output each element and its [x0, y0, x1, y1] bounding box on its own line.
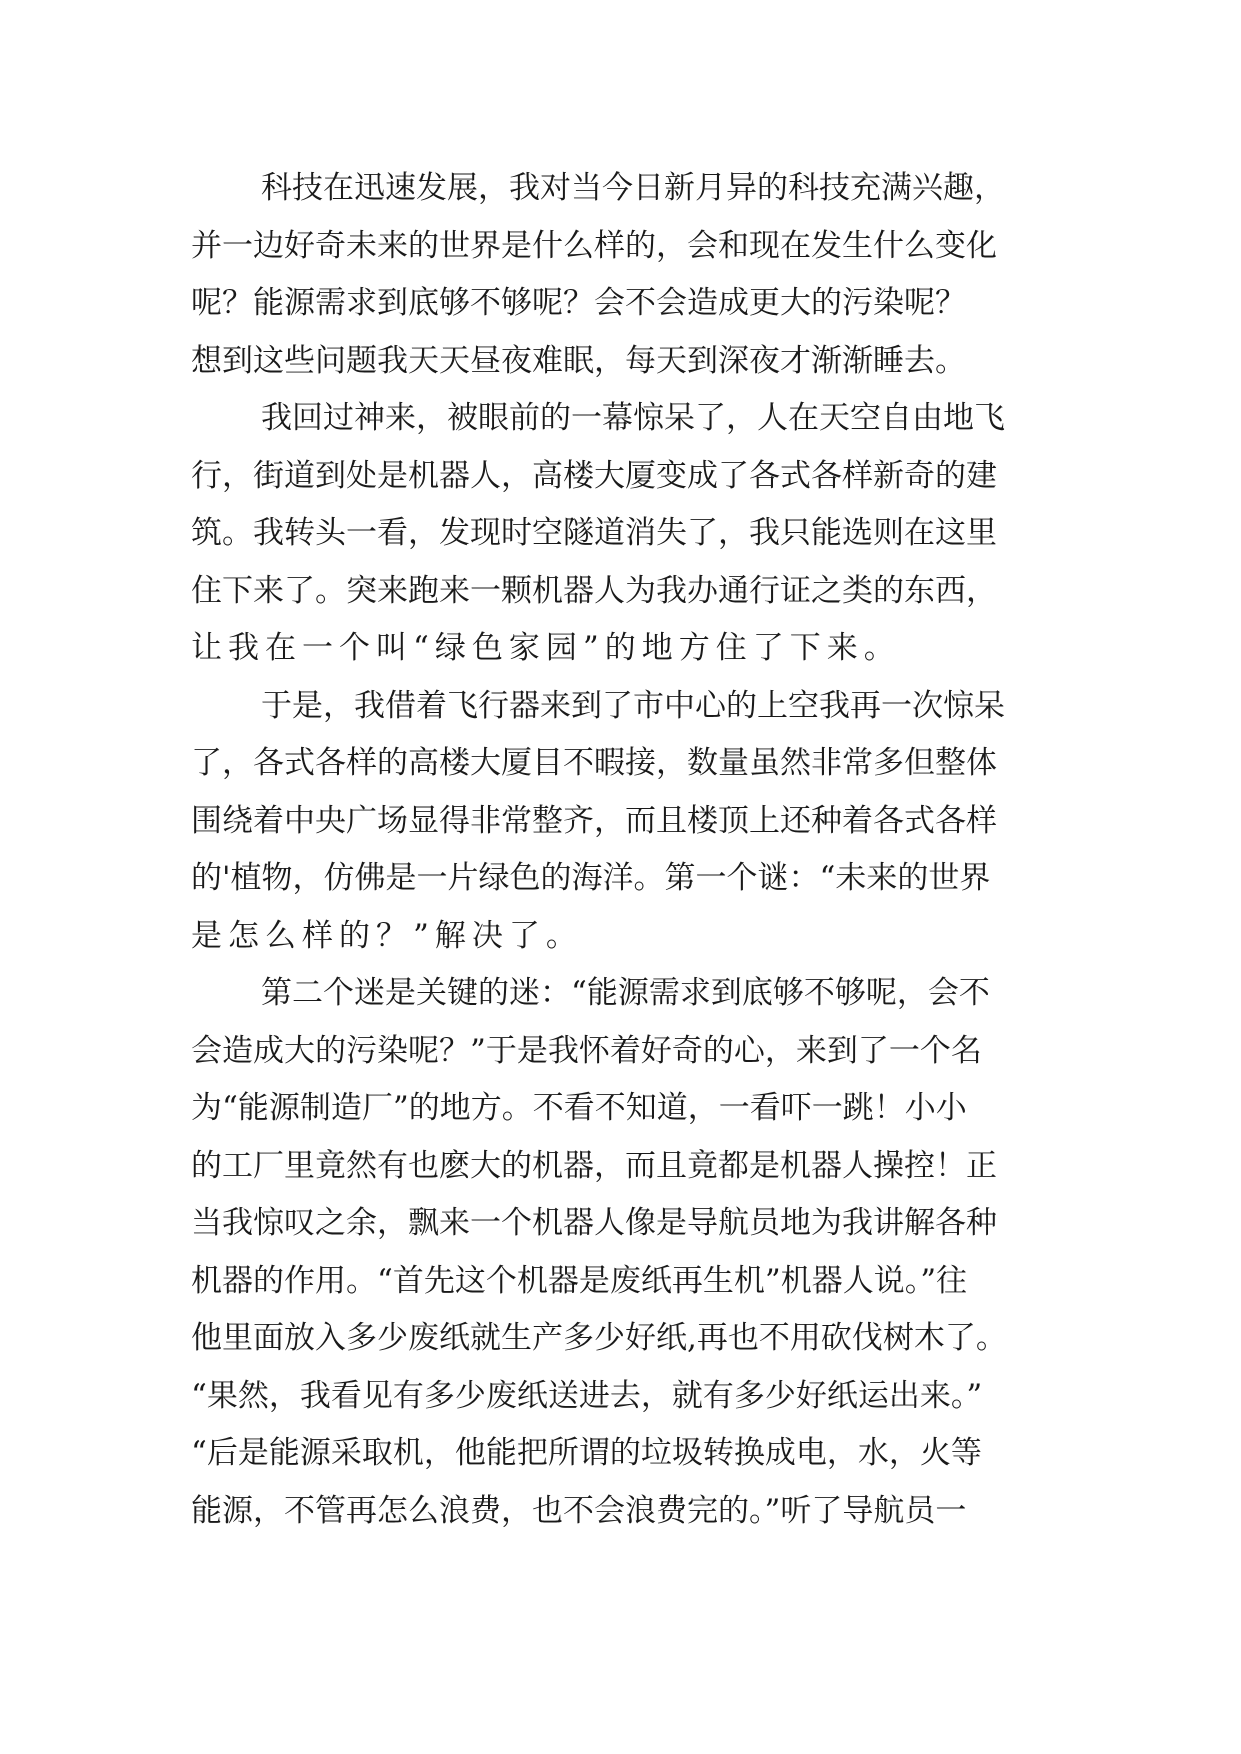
text-line: 让我在一个叫“绿色家园”的地方住了下来。: [191, 630, 901, 666]
text-line: 想到这些问题我天天昼夜难眠，每天到深夜才渐渐睡去。: [191, 342, 966, 379]
text-line: 住下来了。突来跑来一颗机器人为我办通行证之类的东西，: [191, 572, 997, 609]
text-line: 行，街道到处是机器人，高楼大厦变成了各式各样新奇的建: [191, 457, 997, 494]
text-line: 筑。我转头一看，发现时空隧道消失了，我只能选则在这里: [191, 515, 997, 551]
text-line: 了，各式各样的高楼大厦目不暇接，数量虽然非常多但整体: [191, 745, 997, 781]
text-line: 能源，不管再怎么浪费，也不会浪费完的。”听了导航员一: [191, 1492, 967, 1529]
text-line: 呢？能源需求到底够不够呢？会不会造成更大的污染呢？: [191, 285, 966, 321]
text-line: “后是能源采取机，他能把所谓的垃圾转换成电，水，火等: [191, 1435, 982, 1471]
paragraph-first-line: 第二个迷是关键的迷：“能源需求到底够不够呢，会不: [261, 975, 990, 1011]
text-line: 机器的作用。“首先这个机器是废纸再生机”机器人说。”往: [191, 1262, 968, 1299]
text-line: 会造成大的污染呢？”于是我怀着好奇的心，来到了一个名: [191, 1032, 982, 1069]
paragraph-first-line: 科技在迅速发展，我对当今日新月异的科技充满兴趣，: [261, 170, 1005, 206]
text-line: 的工厂里竟然有也麽大的机器，而且竟都是机器人操控！正: [191, 1147, 997, 1184]
text-line: 的'植物，仿佛是一片绿色的海洋。第一个谜：“未来的世界: [191, 860, 991, 896]
document-body: [191, 160, 1071, 1540]
text-line: “果然，我看见有多少废纸送进去，就有多少好纸运出来。”: [191, 1377, 983, 1414]
text-line: 为“能源制造厂”的地方。不看不知道，一看吓一跳！小小: [191, 1090, 967, 1126]
text-line: 他里面放入多少废纸就生产多少好纸,再也不用砍伐树木了。: [191, 1320, 1007, 1356]
text-line: 围绕着中央广场显得非常整齐，而且楼顶上还种着各式各样: [191, 802, 997, 839]
paragraph-first-line: 于是，我借着飞行器来到了市中心的上空我再一次惊呆: [261, 687, 1005, 724]
text-line: 是怎么样的？”解决了。: [191, 917, 583, 954]
text-line: 当我惊叹之余，飘来一个机器人像是导航员地为我讲解各种: [191, 1205, 997, 1241]
text-line: 并一边好奇未来的世界是什么样的，会和现在发生什么变化: [191, 227, 997, 264]
paragraph-first-line: 我回过神来，被眼前的一幕惊呆了，人在天空自由地飞: [261, 400, 1005, 436]
